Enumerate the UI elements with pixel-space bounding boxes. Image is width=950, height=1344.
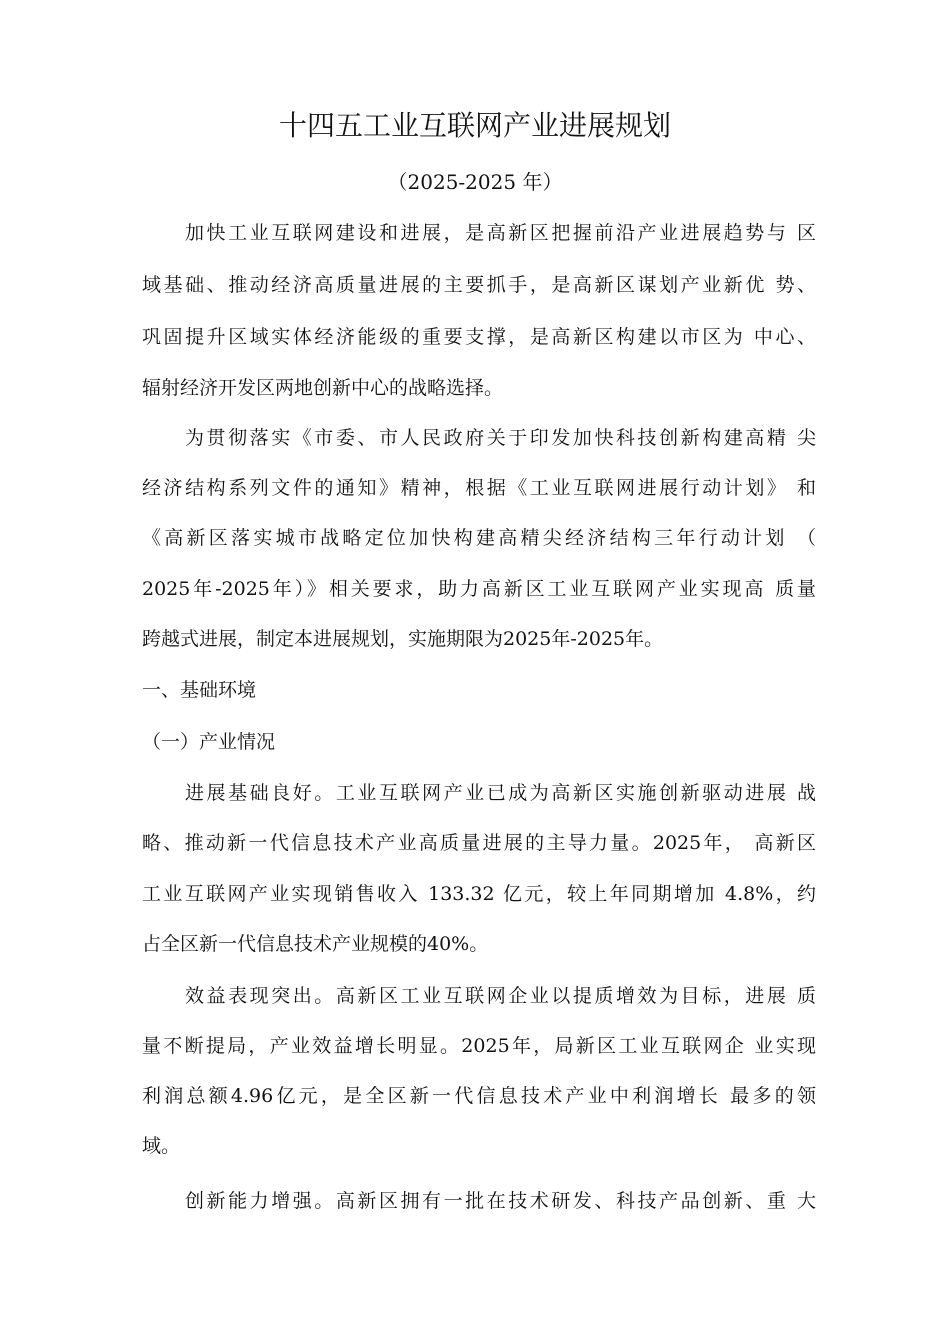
paragraph-4-line-4: 域。 [142,1135,181,1157]
paragraph-2-line-3: 《高新区落实城市战略定位加快构建高精尖经济结构三年行动计划 （ [142,527,816,549]
paragraph-1-line-3: 巩固提升区域实体经济能级的重要支撑，是高新区构建以市区为 中心、 [142,326,816,348]
section-heading: 一、基础环境 [142,679,257,701]
paragraph-4-line-2: 量不断提局，产业效益增长明显。2025年，局新区工业互联网企 业实现 [142,1035,816,1057]
document-subtitle: （2025-2025 年） [387,170,563,194]
paragraph-2-line-4: 2025年-2025年）》相关要求，助力高新区工业互联网产业实现高 质量 [142,578,816,600]
paragraph-3-line-3: 工业互联网产业实现销售收入 133.32 亿元，较上年同期增加 4.8%，约 [142,883,816,905]
paragraph-5-line-1: 创新能力增强。高新区拥有一批在技术研发、科技产品创新、重 大 [185,1190,816,1212]
paragraph-4-line-3: 利润总额4.96亿元，是全区新一代信息技术产业中利润增长 最多的领 [142,1085,816,1107]
paragraph-2-line-2: 经济结构系列文件的通知》精神，根据《工业互联网进展行动计划》 和 [142,477,816,499]
paragraph-2-line-5: 跨越式进展，制定本进展规划，实施期限为2025年-2025年。 [142,628,664,650]
paragraph-2-line-1: 为贯彻落实《市委、市人民政府关于印发加快科技创新构建高精 尖 [185,427,816,449]
paragraph-3-line-1: 进展基础良好。工业互联网产业已成为高新区实施创新驱动进展 战 [185,782,816,804]
paragraph-1-line-1: 加快工业互联网建设和进展，是高新区把握前沿产业进展趋势与 区 [185,222,816,244]
document-title: 十四五工业互联网产业进展规划 [278,109,671,142]
paragraph-4-line-1: 效益表现突出。高新区工业互联网企业以提质增效为目标，进展 质 [185,985,816,1007]
paragraph-3-line-2: 略、推动新一代信息技术产业高质量进展的主导力量。2025年， 高新区 [142,832,816,854]
paragraph-3-line-4: 占全区新一代信息技术产业规模的40%。 [142,933,489,955]
subsection-heading: （一）产业情况 [142,731,276,753]
paragraph-1-line-4: 辐射经济开发区两地创新中心的战略选择。 [142,377,504,399]
paragraph-1-line-2: 域基础、推动经济高质量进展的主要抓手，是高新区谋划产业新优 势、 [142,274,816,296]
